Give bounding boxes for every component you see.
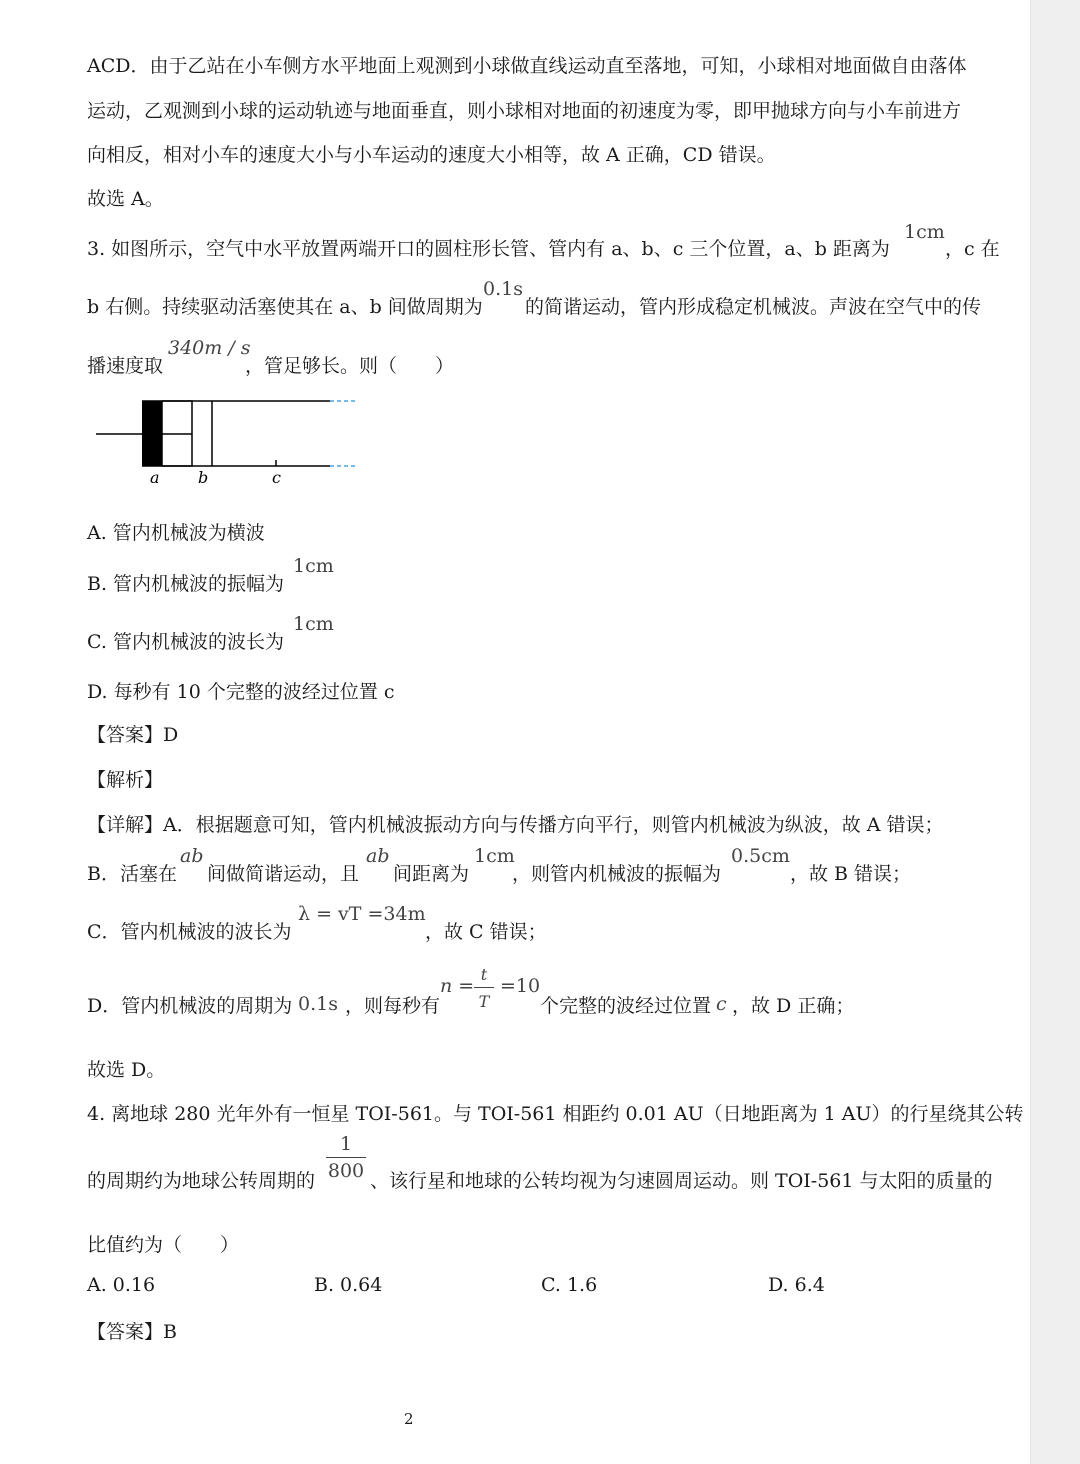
text-fragment: ，则管内机械波的振幅为 bbox=[512, 863, 722, 885]
option-d: D. 每秒有 10 个完整的波经过位置 c bbox=[87, 681, 395, 703]
math-ab: ab bbox=[366, 845, 390, 867]
text-fragment: 个完整的波经过位置 bbox=[540, 995, 712, 1017]
math-speed: 340m / s bbox=[168, 337, 251, 359]
text-line: 运动，乙观测到小球的运动轨迹与地面垂直，则小球相对地面的初速度为零，即甲抛球方向与小车前进方 bbox=[87, 100, 962, 122]
text-line: 向相反，相对小车的速度大小与小车运动的速度大小相等，故 A 正确，CD 错误。 bbox=[87, 144, 776, 166]
math-n-value: =10 bbox=[500, 975, 541, 997]
text-fragment: 间距离为 bbox=[393, 863, 470, 885]
option-b: B. 管内机械波的振幅为 bbox=[87, 573, 285, 595]
analysis-heading: 【解析】 bbox=[87, 769, 164, 791]
numerator: t bbox=[480, 965, 488, 984]
detail-b: B．活塞在 bbox=[87, 863, 177, 885]
detail-a: 【详解】A．根据题意可知，管内机械波振动方向与传播方向平行，则管内机械波为纵波，故 A 错误； bbox=[87, 814, 944, 836]
text-fragment: ，管足够长。则（ ） bbox=[245, 355, 455, 377]
math-wavelength: 1cm bbox=[293, 613, 334, 635]
q4-option-c: C. 1.6 bbox=[541, 1274, 598, 1296]
q4-option-a: A. 0.16 bbox=[87, 1274, 156, 1296]
label-c: c bbox=[272, 468, 281, 487]
answer-3: 【答案】D bbox=[87, 724, 179, 746]
text-fragment: ，c 在 bbox=[945, 238, 1000, 260]
math-distance: 1cm bbox=[904, 221, 945, 243]
fraction-1-over-800 bbox=[326, 1133, 366, 1182]
q4-option-b: B. 0.64 bbox=[314, 1274, 383, 1296]
question-4-line-3: 比值约为（ ） bbox=[87, 1234, 240, 1256]
label-b: b bbox=[198, 468, 209, 487]
question-3-line-1: 3. 如图所示，空气中水平放置两端开口的圆柱形长管、管内有 a、b、c 三个位置，a、b 距离为 bbox=[87, 238, 890, 260]
math-period: 0.1s bbox=[483, 278, 523, 300]
tube-piston-figure bbox=[90, 390, 370, 490]
question-3-line-3: 播速度取 bbox=[87, 355, 164, 377]
math-ab: ab bbox=[180, 845, 204, 867]
answer-4: 【答案】B bbox=[87, 1321, 177, 1343]
page-number: 2 bbox=[404, 1410, 414, 1428]
question-3-line-2: b 右侧。持续驱动活塞使其在 a、b 间做周期为 bbox=[87, 296, 483, 318]
math-amplitude-value: 0.5cm bbox=[731, 845, 790, 867]
text-fragment: ，故 D 正确； bbox=[732, 995, 855, 1017]
choose-3: 故选 D。 bbox=[87, 1059, 166, 1081]
math-lambda: λ = vT =34m bbox=[298, 903, 426, 925]
text-fragment: 间做简谐运动，且 bbox=[207, 863, 360, 885]
q4-option-d: D. 6.4 bbox=[768, 1274, 825, 1296]
detail-c: C．管内机械波的波长为 bbox=[87, 921, 292, 943]
numerator: 1 bbox=[339, 1133, 353, 1155]
question-4-line-1: 4. 离地球 280 光年外有一恒星 TOI-561。与 TOI-561 相距约 0.01 AU（日地距离为 1 AU）的行星绕其公转 bbox=[87, 1103, 1024, 1125]
question-4-line-2: 的周期约为地球公转周期的 bbox=[87, 1170, 316, 1192]
math-n: n = bbox=[440, 975, 475, 997]
math-c: c bbox=[716, 993, 727, 1015]
label-a: a bbox=[150, 468, 160, 487]
text-fragment: ，故 B 错误； bbox=[790, 863, 912, 885]
option-a: A. 管内机械波为横波 bbox=[87, 522, 265, 544]
denominator: 800 bbox=[327, 1160, 365, 1182]
math-amplitude: 1cm bbox=[293, 555, 334, 577]
text-fragment: ，则每秒有 bbox=[345, 995, 441, 1017]
option-c: C. 管内机械波的波长为 bbox=[87, 631, 284, 653]
text-fragment: 、该行星和地球的公转均视为匀速圆周运动。则 TOI-561 与太阳的质量的 bbox=[370, 1170, 993, 1192]
text-line: 故选 A。 bbox=[87, 188, 164, 210]
text-line: ACD．由于乙站在小车侧方水平地面上观测到小球做直线运动直至落地，可知，小球相对地面做自由落体 bbox=[87, 55, 967, 77]
denominator: T bbox=[478, 992, 490, 1011]
text-fragment: 的简谐运动，管内形成稳定机械波。声波在空气中的传 bbox=[525, 296, 982, 318]
text-fragment: ，故 C 错误； bbox=[425, 921, 547, 943]
math-distance: 1cm bbox=[474, 845, 515, 867]
detail-d: D．管内机械波的周期为 bbox=[87, 995, 293, 1017]
fraction-t-over-T bbox=[474, 963, 494, 1012]
math-period: 0.1s bbox=[298, 993, 338, 1015]
